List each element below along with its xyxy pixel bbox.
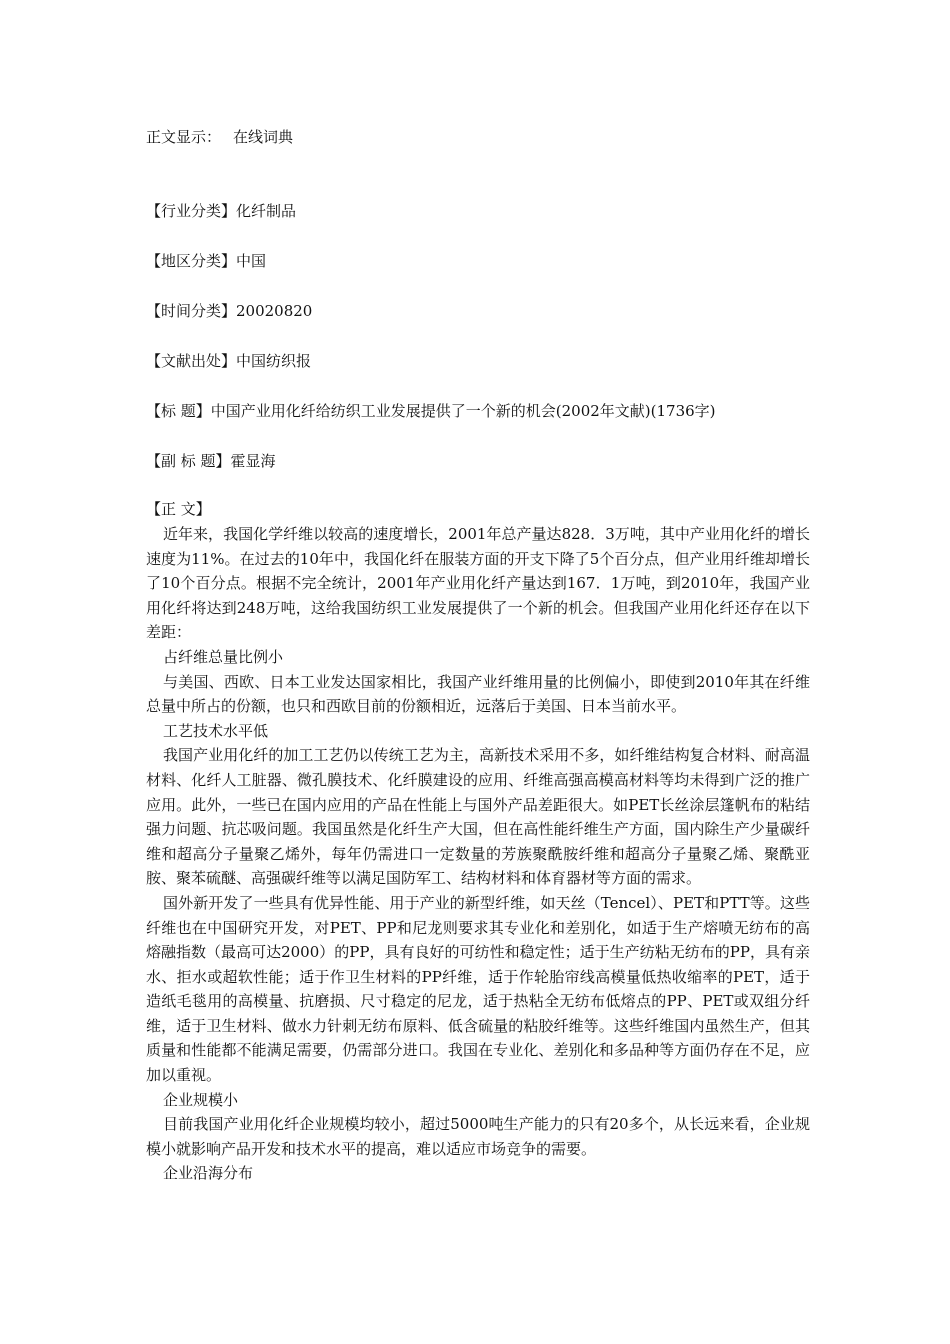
meta-subtitle: 【副 标 题】霍显海 bbox=[146, 452, 276, 470]
section-heading-2: 工艺技术水平低 bbox=[163, 721, 269, 740]
section-heading-3: 企业规模小 bbox=[163, 1090, 239, 1109]
section-heading-1: 占纤维总量比例小 bbox=[163, 647, 284, 666]
paragraph-3: 我国产业用化纤的加工工艺仍以传统工艺为主，高新技术采用不多，如纤维结构复合材料、耐高温材料、化纤人工脏器、微孔膜技术、化纤膜建设的应用、纤维高强高模高材料等均未得到广泛的推广应用。此外，一些已在国内应用的产品在性能上与国外产品差距很大。如PET长丝涂层篷帆布的粘结强力问题、抗芯吸问题。我国虽然是化纤生产大国，但在高性能纤维生产方面，国内除生产少量碳纤维和超高分子量聚乙烯外，每年仍需进口一定数量的芳族聚酰胺纤维和超高分子量聚乙烯、聚酰亚胺、聚苯硫醚、高强碳纤维等以满足国防军工、结构材料和体育器材等方面的需求。 bbox=[146, 746, 810, 888]
body-label: 【正 文】 bbox=[146, 500, 211, 518]
meta-time: 【时间分类】20020820 bbox=[146, 302, 313, 320]
meta-region: 【地区分类】中国 bbox=[146, 252, 267, 270]
meta-source: 【文献出处】中国纺织报 bbox=[146, 352, 312, 370]
meta-industry: 【行业分类】化纤制品 bbox=[146, 202, 297, 220]
display-label: 正文显示： bbox=[146, 128, 222, 146]
article-body bbox=[146, 522, 810, 1186]
meta-title: 【标 题】中国产业用化纤给纺织工业发展提供了一个新的机会(2002年文献)(1736字) bbox=[146, 402, 716, 420]
online-dictionary-link[interactable]: 在线词典 bbox=[233, 128, 294, 146]
paragraph-5: 目前我国产业用化纤企业规模均较小，超过5000吨生产能力的只有20多个，从长远来看，企业规模小就影响产品开发和技术水平的提高，难以适应市场竞争的需要。 bbox=[146, 1115, 810, 1158]
paragraph-4: 国外新开发了一些具有优异性能、用于产业的新型纤维，如天丝（Tencel）、PET和PTT等。这些纤维也在中国研究开发，对PET、PP和尼龙则要求其专业化和差别化，如适于生产熔喷无纺布的高熔融指数（最高可达2000）的PP，具有良好的可纺性和稳定性；适于生产纺粘无纺布的PP，具有亲水、拒水或超软性能；适于作卫生材料的PP纤维，适于作轮胎帘线高模量低热收缩率的PET，适于造纸毛毯用的高模量、抗磨损、尺寸稳定的尼龙，适于热粘全无纺布低熔点的PP、PET或双组分纤维，适于卫生材料、做水力针刺无纺布原料、低含硫量的粘胶纤维等。这些纤维国内虽然生产，但其质量和性能都不能满足需要，仍需部分进口。我国在专业化、差别化和多品种等方面仍存在不足，应加以重视。 bbox=[146, 893, 810, 1085]
paragraph-2: 与美国、西欧、日本工业发达国家相比，我国产业纤维用量的比例偏小，即使到2010年其在纤维总量中所占的份额，也只和西欧目前的份额相近，远落后于美国、日本当前水平。 bbox=[146, 672, 810, 716]
paragraph-1: 近年来，我国化学纤维以较高的速度增长，2001年总产量达828．3万吨，其中产业用化纤的增长速度为11%。在过去的10年中，我国化纤在服装方面的开支下降了5个百分点，但产业用纤维却增长了10个百分点。根据不完全统计，2001年产业用化纤产量达到167．1万吨，到2010年，我国产业用化纤将达到248万吨，这给我国纺织工业发展提供了一个新的机会。但我国产业用化纤还存在以下差距： bbox=[146, 525, 810, 642]
section-heading-4: 企业沿海分布 bbox=[163, 1164, 254, 1183]
display-header bbox=[146, 126, 293, 148]
